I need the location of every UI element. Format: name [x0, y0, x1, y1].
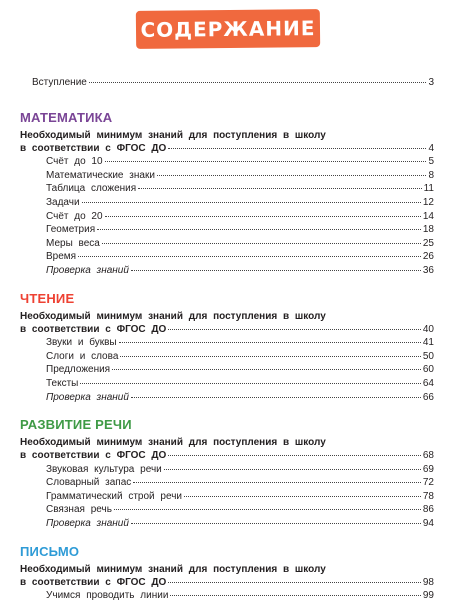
- contents-title: СОДЕРЖАНИЕ: [140, 16, 316, 42]
- section-heading-line1: Необходимый минимум знаний для поступления в школу: [20, 563, 326, 575]
- toc-entry-label: Проверка знаний: [46, 391, 129, 403]
- section-title-math: МАТЕМАТИКА: [20, 109, 113, 125]
- toc-entry-page: 60: [422, 364, 434, 376]
- toc-entry-page: 66: [422, 391, 434, 403]
- toc-entry[interactable]: [20, 223, 434, 237]
- leader-dots: [131, 264, 421, 271]
- leader-dots: [131, 391, 421, 398]
- toc-entry-heading[interactable]: [20, 142, 434, 156]
- toc-entry-page: 78: [422, 490, 434, 502]
- leader-dots: [184, 490, 421, 497]
- toc-entry[interactable]: [20, 589, 434, 603]
- toc-entry-page: 64: [422, 377, 434, 389]
- leader-dots: [80, 377, 421, 384]
- leader-dots: [168, 142, 426, 149]
- toc-entry-label: Таблица сложения: [46, 183, 137, 195]
- toc-entry-page: 40: [422, 323, 434, 335]
- leader-dots: [89, 76, 426, 83]
- toc-entry-label: Тексты: [46, 377, 79, 389]
- toc-entry-label: Меры веса: [46, 237, 100, 249]
- toc-entry-label: Вступление: [32, 77, 87, 88]
- toc-entry-label: Математические знаки: [46, 169, 155, 181]
- toc-entry-page: 11: [423, 183, 434, 195]
- toc-entry-page: 4: [428, 142, 434, 154]
- toc-entry[interactable]: [20, 210, 434, 224]
- toc-entry-label: Геометрия: [46, 224, 96, 236]
- toc-entry-label: в соответствии с ФГОС ДО: [20, 142, 167, 154]
- toc-entry[interactable]: [20, 336, 434, 350]
- toc-entry-knowledge-check[interactable]: [20, 391, 434, 405]
- toc-entry-label: Звуковая культура речи: [46, 463, 162, 475]
- toc-entry-label: в соответствии с ФГОС ДО: [20, 323, 167, 335]
- toc-entry-heading[interactable]: [20, 576, 434, 590]
- leader-dots: [102, 237, 421, 244]
- toc-entry-label: Счёт до 20: [46, 210, 103, 222]
- toc-entry-page: 8: [428, 169, 434, 181]
- leader-dots: [138, 182, 421, 189]
- toc-entry[interactable]: [20, 155, 434, 169]
- leader-dots: [131, 517, 421, 524]
- toc-entry-page: 25: [422, 237, 434, 249]
- toc-entry[interactable]: [20, 363, 434, 377]
- toc-entry-page: 14: [422, 210, 434, 222]
- toc-entry-page: 26: [422, 251, 434, 263]
- toc-entry-knowledge-check[interactable]: [20, 264, 434, 278]
- toc-entry-label: Задачи: [46, 196, 80, 208]
- leader-dots: [97, 223, 421, 230]
- leader-dots: [105, 155, 426, 162]
- toc-entry-label: Счёт до 10: [46, 156, 103, 168]
- leader-dots: [105, 210, 421, 217]
- leader-dots: [133, 476, 421, 483]
- leader-dots: [168, 449, 421, 456]
- toc-entry-page: 18: [422, 224, 434, 236]
- toc-entry[interactable]: [20, 169, 434, 183]
- toc-entry[interactable]: [20, 237, 434, 251]
- section-title-speech: РАЗВИТИЕ РЕЧИ: [20, 417, 132, 433]
- leader-dots: [168, 576, 421, 583]
- toc-entry-label: Проверка знаний: [46, 518, 129, 530]
- toc-entry[interactable]: [20, 182, 434, 196]
- leader-dots: [164, 463, 421, 470]
- toc-entry-page: 36: [422, 264, 434, 276]
- toc-entry-page: 3: [428, 77, 434, 88]
- toc-entry-page: 41: [422, 337, 434, 349]
- toc-entry-label: Время: [46, 251, 77, 263]
- leader-dots: [170, 589, 420, 596]
- toc-entry-page: 5: [428, 156, 434, 168]
- section-heading-line1: Необходимый минимум знаний для поступления в школу: [20, 437, 326, 449]
- toc-entry[interactable]: [20, 377, 434, 391]
- toc-entry-heading[interactable]: [20, 449, 434, 463]
- toc-entry[interactable]: [20, 350, 434, 364]
- toc-entry-page: 94: [422, 518, 434, 530]
- toc-entry[interactable]: [20, 250, 434, 264]
- section-title-reading: ЧТЕНИЕ: [20, 290, 75, 306]
- leader-dots: [168, 323, 421, 330]
- section-heading-line1: Необходимый минимум знаний для поступления в школу: [20, 310, 326, 322]
- leader-dots: [119, 336, 421, 343]
- toc-entry-label: Слоги и слова: [46, 350, 119, 362]
- toc-entry[interactable]: [20, 476, 434, 490]
- toc-entry-label: Учимся проводить линии: [46, 590, 169, 602]
- toc-entry-page: 72: [422, 477, 434, 489]
- section-title-writing: ПИСЬМО: [20, 543, 80, 559]
- leader-dots: [112, 363, 421, 370]
- leader-dots: [78, 250, 421, 257]
- toc-entry-page: 99: [422, 590, 434, 602]
- leader-dots: [82, 196, 421, 203]
- toc-entry-label: в соответствии с ФГОС ДО: [20, 576, 167, 588]
- toc-entry-label: Звуки и буквы: [46, 337, 117, 349]
- toc-entry-page: 86: [422, 504, 434, 516]
- table-of-contents: [20, 76, 434, 603]
- contents-title-banner: [136, 9, 320, 49]
- toc-entry-intro[interactable]: [20, 76, 434, 90]
- toc-entry-page: 50: [422, 350, 434, 362]
- toc-entry-heading[interactable]: [20, 323, 434, 337]
- toc-entry-knowledge-check[interactable]: [20, 517, 434, 531]
- leader-dots: [157, 169, 426, 176]
- toc-entry-label: Грамматический строй речи: [46, 490, 182, 502]
- leader-dots: [114, 503, 421, 510]
- toc-entry-label: Связная речь: [46, 504, 112, 516]
- toc-entry[interactable]: [20, 463, 434, 477]
- section-heading-line1: Необходимый минимум знаний для поступления в школу: [20, 129, 326, 141]
- toc-entry[interactable]: [20, 503, 434, 517]
- toc-entry-label: Проверка знаний: [46, 264, 129, 276]
- toc-entry[interactable]: [20, 196, 434, 210]
- leader-dots: [120, 350, 420, 357]
- toc-entry-label: в соответствии с ФГОС ДО: [20, 450, 167, 462]
- toc-entry-page: 12: [422, 196, 434, 208]
- toc-entry-page: 98: [422, 576, 434, 588]
- toc-entry-label: Словарный запас: [46, 477, 132, 489]
- toc-entry-label: Предложения: [46, 364, 111, 376]
- toc-entry-page: 68: [422, 450, 434, 462]
- toc-entry-page: 69: [422, 463, 434, 475]
- toc-entry[interactable]: [20, 490, 434, 504]
